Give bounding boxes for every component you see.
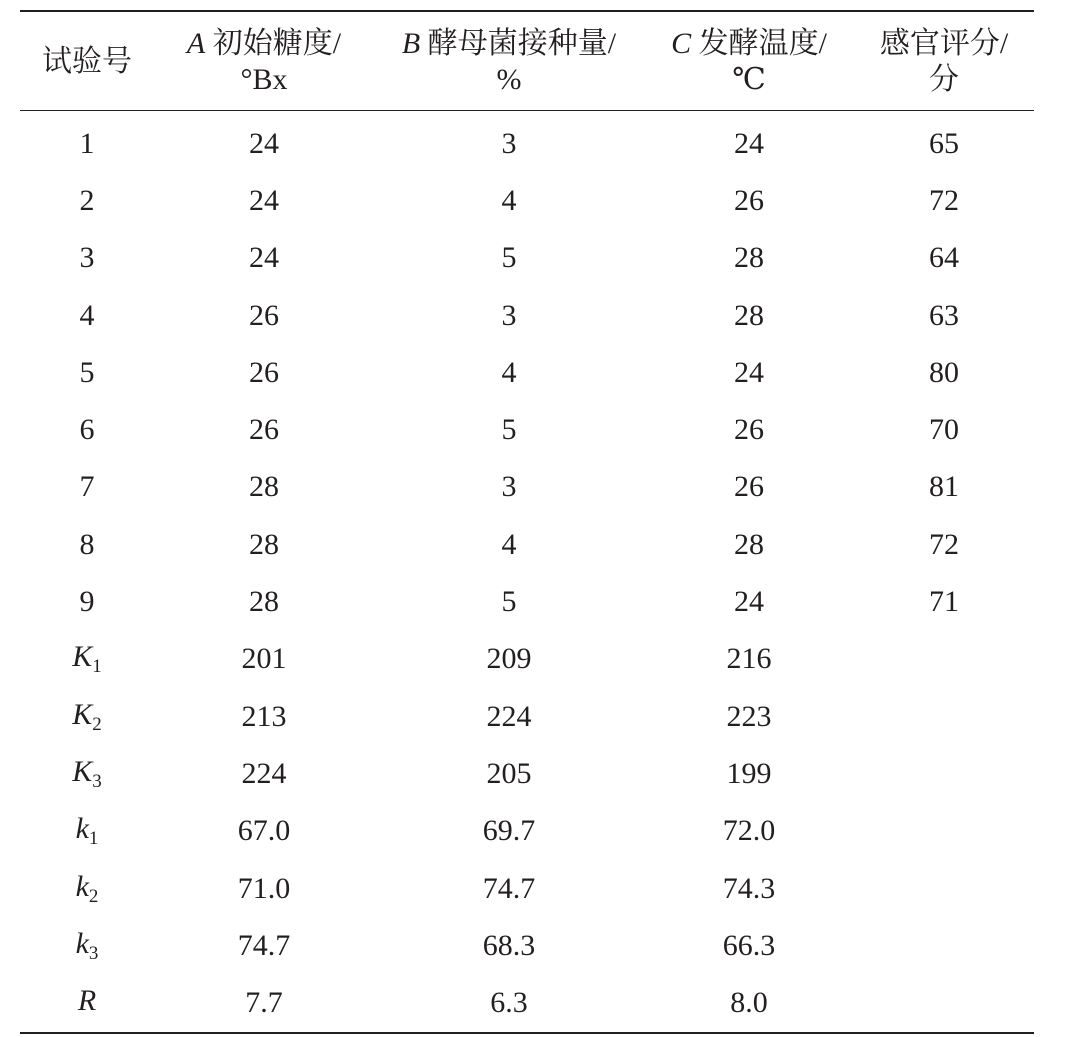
cell-score: 72 [929,527,959,561]
summary-cell-empty [854,860,1034,917]
cell-no: 5 [79,355,95,389]
summary-cell-empty [854,917,1034,974]
summary-symbol-subscript: 1 [88,828,99,850]
summary-cell-b: 68.3 [482,928,536,962]
summary-symbol-letter: K [72,640,93,674]
summary-symbol-subscript: 3 [92,770,102,792]
cell-b: 5 [501,413,517,447]
header-sensory-score [854,11,1034,111]
summary-cell-empty [854,745,1034,802]
summary-symbol [20,803,154,860]
summary-symbol-subscript: 2 [88,885,99,907]
summary-symbol-letter: k [75,869,89,903]
cell-a: 26 [249,298,279,332]
summary-symbol-letter: K [72,754,93,788]
cell-c: 24 [734,126,764,160]
factor-b-symbol: B [401,27,421,60]
summary-cell-empty [854,631,1034,688]
summary-symbol [20,688,154,745]
sensory-score-label: 感官评分/ [879,27,1009,60]
summary-row [20,688,1034,745]
table-row [20,287,1034,344]
cell-a: 26 [249,413,279,447]
summary-symbol [20,917,154,974]
cell-score: 65 [929,126,959,160]
orthogonal-test-table [20,10,1034,1034]
cell-c: 26 [734,183,764,217]
table-row [20,111,1034,173]
summary-cell-a: 67.0 [237,814,291,848]
factor-b-label: 酵母菌接种量/ [420,27,617,60]
summary-row [20,803,1034,860]
table-row [20,401,1034,458]
summary-row [20,974,1034,1032]
cell-c: 26 [734,470,764,504]
cell-score: 71 [929,585,959,619]
cell-score: 72 [929,183,959,217]
summary-cell-empty [854,803,1034,860]
summary-symbol [20,974,154,1032]
cell-c: 24 [734,355,764,389]
summary-cell-a: 201 [241,642,287,676]
cell-no: 3 [79,241,95,275]
header-factor-b [374,11,644,111]
header-row [20,11,1034,111]
summary-symbol-letter: k [75,926,89,960]
summary-symbol [20,745,154,802]
cell-a: 24 [249,241,279,275]
cell-no: 1 [79,126,95,160]
table-header [20,11,1034,111]
cell-a: 28 [249,527,279,561]
summary-symbol-letter: k [75,812,89,846]
factor-c-label: 发酵温度/ [691,27,827,60]
summary-cell-c: 72.0 [722,814,776,848]
summary-cell-c: 199 [726,756,772,790]
table-row [20,573,1034,630]
cell-no: 6 [79,413,95,447]
summary-symbol-subscript: 1 [92,656,102,678]
cell-b: 3 [501,470,517,504]
cell-b: 4 [501,355,517,389]
header-trial-no: 试验号 [42,45,132,78]
cell-b: 4 [501,183,517,217]
cell-no: 9 [79,585,95,619]
cell-no: 8 [79,527,95,561]
cell-c: 24 [734,585,764,619]
cell-b: 3 [501,298,517,332]
summary-cell-c: 66.3 [722,928,776,962]
sensory-score-unit: 分 [929,63,959,96]
summary-cell-b: 69.7 [482,814,536,848]
summary-symbol-subscript: 3 [88,942,99,964]
cell-score: 70 [929,413,959,447]
cell-b: 5 [501,241,517,275]
cell-score: 64 [929,241,959,275]
table-row [20,516,1034,573]
cell-no: 7 [79,470,95,504]
summary-symbol-letter: R [77,984,97,1018]
summary-cell-b: 209 [486,642,532,676]
factor-c-symbol: C [671,27,692,60]
summary-row [20,745,1034,802]
table-row [20,172,1034,229]
summary-row [20,860,1034,917]
summary-cell-a: 74.7 [237,928,291,962]
cell-no: 4 [79,298,95,332]
table-row [20,459,1034,516]
cell-c: 26 [734,413,764,447]
cell-no: 2 [79,183,95,217]
cell-a: 28 [249,470,279,504]
cell-b: 3 [501,126,517,160]
summary-cell-c: 8.0 [730,986,768,1020]
summary-cell-b: 6.3 [490,986,528,1020]
header-factor-a [154,11,374,111]
cell-c: 28 [734,527,764,561]
factor-c-unit: ℃ [732,63,766,96]
summary-cell-a: 71.0 [237,871,291,905]
cell-a: 24 [249,183,279,217]
summary-cell-c: 216 [726,642,772,676]
cell-b: 5 [501,585,517,619]
summary-cell-empty [854,974,1034,1032]
summary-symbol [20,860,154,917]
summary-cell-b: 224 [486,699,532,733]
table-row [20,344,1034,401]
cell-score: 81 [929,470,959,504]
factor-a-unit: °Bx [240,63,288,96]
summary-symbol [20,631,154,688]
summary-cell-a: 7.7 [245,986,283,1020]
summary-symbol-letter: K [72,697,93,731]
summary-symbol-subscript: 2 [92,713,102,735]
summary-row [20,631,1034,688]
summary-cell-a: 224 [241,756,287,790]
cell-score: 63 [929,298,959,332]
cell-a: 28 [249,585,279,619]
summary-row [20,917,1034,974]
table-row [20,230,1034,287]
cell-c: 28 [734,241,764,275]
cell-a: 24 [249,126,279,160]
orthogonal-test-table-container [20,10,1034,1034]
summary-cell-b: 205 [486,756,532,790]
cell-c: 28 [734,298,764,332]
factor-b-unit: % [496,63,522,96]
table-body [20,111,1034,1033]
summary-cell-c: 223 [726,699,772,733]
summary-cell-b: 74.7 [482,871,536,905]
cell-a: 26 [249,355,279,389]
summary-cell-empty [854,688,1034,745]
cell-b: 4 [501,527,517,561]
factor-a-label: 初始糖度/ [205,27,342,60]
header-factor-c [644,11,854,111]
factor-a-symbol: A [186,27,206,60]
summary-cell-c: 74.3 [722,871,776,905]
summary-cell-a: 213 [241,699,287,733]
cell-score: 80 [929,355,959,389]
